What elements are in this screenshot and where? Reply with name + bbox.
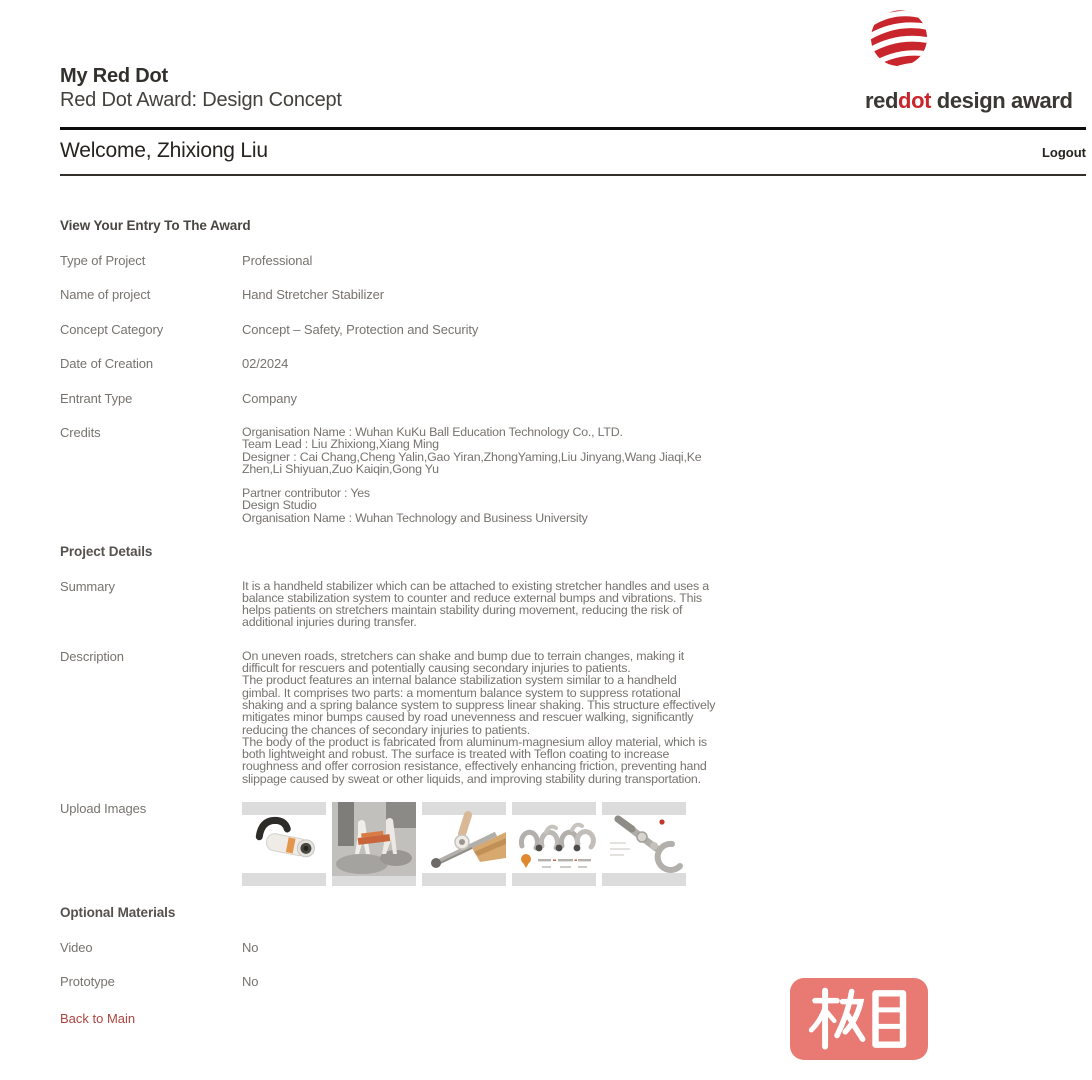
- field-label: Credits: [60, 425, 101, 440]
- section-title-project-details: Project Details: [60, 544, 153, 560]
- section-title-optional-materials: Optional Materials: [60, 905, 176, 921]
- field-row-summary: [60, 580, 1060, 629]
- brand-block: [60, 64, 342, 112]
- field-row-description: [60, 650, 1060, 785]
- credits-line: Organisation Name : Wuhan KuKu Ball Education Technology Co., LTD.: [242, 425, 623, 439]
- reddot-wordmark: [865, 88, 1073, 114]
- description-paragraph: The body of the product is fabricated from aluminum-magnesium alloy material, which is both lightweight and robust. The surface is treated with Teflon coating to increase roughness and offer corrosion resistance, effectively enhancing friction, preventing hand slippage caused by sweat or other liquids, and improving stability during transportation.: [242, 734, 707, 786]
- reddot-sphere-logo-icon: [868, 8, 930, 70]
- field-label: Video: [60, 939, 93, 955]
- field-label: Prototype: [60, 974, 115, 990]
- jimu-characters-icon: [800, 986, 918, 1052]
- credits-line: Organisation Name : Wuhan Technology and Business University: [242, 510, 588, 525]
- credits-value: [242, 426, 1060, 524]
- field-value: Concept – Safety, Protection and Security: [242, 321, 479, 337]
- thumbnail-image-5[interactable]: [602, 802, 686, 886]
- description-paragraph: The product features an internal balance stabilization system similar to a handheld gimbal. It comprises two parts: a momentum balance system to suppress rotational shaking and a spring balance system to suppress linear shaking. This structure effectively mitigates minor bumps caused by road unevenness and rescuer walking, significantly reducing the chances of secondary injuries to patients.: [242, 673, 716, 737]
- wordmark-rest: design award: [931, 88, 1073, 113]
- section-title-entry: View Your Entry To The Award: [60, 218, 251, 233]
- thumbnail-image-1[interactable]: [242, 802, 326, 886]
- page-title: My Red Dot: [60, 65, 169, 87]
- page-subtitle: Red Dot Award: Design Concept: [60, 89, 342, 111]
- field-value: 02/2024: [242, 356, 289, 371]
- field-label: Date of Creation: [60, 356, 154, 371]
- credits-line: Design Studio: [242, 498, 317, 513]
- divider-thin: [60, 174, 1086, 176]
- field-value: No: [242, 974, 259, 990]
- back-to-main-link[interactable]: Back to Main: [60, 1010, 136, 1026]
- field-row-concept-category: [60, 323, 1060, 337]
- field-label: Type of Project: [60, 252, 146, 268]
- thumbnail-image-3[interactable]: [422, 802, 506, 886]
- field-row-name-of-project: [60, 288, 1060, 302]
- field-label: Concept Category: [60, 321, 164, 337]
- credits-block-2: [242, 487, 718, 524]
- field-row-date-of-creation: [60, 357, 1060, 371]
- description-paragraph: On uneven roads, stretchers can shake and bump due to terrain changes, making it difficult for rescuers and potentially causing secondary injuries to patients.: [242, 648, 685, 676]
- field-label: Description: [60, 648, 124, 664]
- field-value: Company: [242, 390, 297, 406]
- field-label: Entrant Type: [60, 390, 133, 406]
- wordmark-dot: dot: [898, 88, 932, 113]
- credits-line: Designer : Cai Chang,Cheng Yalin,Gao Yiran,ZhongYaming,Liu Jinyang,Wang Jiaqi,Ke Zhen,Li Shiyuan,Zuo Kaiqin,Gong Yu: [242, 449, 702, 476]
- credits-block-1: [242, 426, 718, 475]
- field-value: No: [242, 939, 259, 955]
- divider-thick: [60, 127, 1086, 130]
- field-row-upload-images: [60, 802, 1060, 886]
- field-row-credits: [60, 426, 1060, 524]
- wordmark-red: red: [865, 88, 899, 113]
- entry-form: [60, 219, 1060, 1028]
- welcome-text: Welcome, Zhixiong Liu: [60, 139, 268, 162]
- uploaded-images-strip: [242, 802, 1060, 886]
- field-label: Name of project: [60, 287, 151, 302]
- thumbnail-image-4[interactable]: [512, 802, 596, 886]
- welcome-bar: [60, 139, 1086, 163]
- field-row-entrant-type: [60, 392, 1060, 406]
- summary-text: It is a handheld stabilizer which can be attached to existing stretcher handles and uses a balance stabilization system to counter and reduce external bumps and vibrations. This helps patients on stretchers maintain stability during movement, reducing the risk of additional injuries during transfer.: [242, 578, 709, 630]
- field-label: Summary: [60, 578, 115, 594]
- field-value: Hand Stretcher Stabilizer: [242, 287, 385, 302]
- field-value: Professional: [242, 252, 313, 268]
- description-text: [242, 650, 1060, 785]
- field-row-type-of-project: [60, 254, 1060, 268]
- logout-link[interactable]: Logout: [1041, 145, 1086, 160]
- jimu-watermark-badge: [790, 978, 928, 1060]
- credits-line: Partner contributor : Yes: [242, 486, 370, 501]
- field-row-video: [60, 941, 1060, 955]
- credits-line: Team Lead : Liu Zhixiong,Xiang Ming: [242, 437, 439, 452]
- thumbnail-image-2[interactable]: [332, 802, 416, 886]
- field-label: Upload Images: [60, 801, 147, 817]
